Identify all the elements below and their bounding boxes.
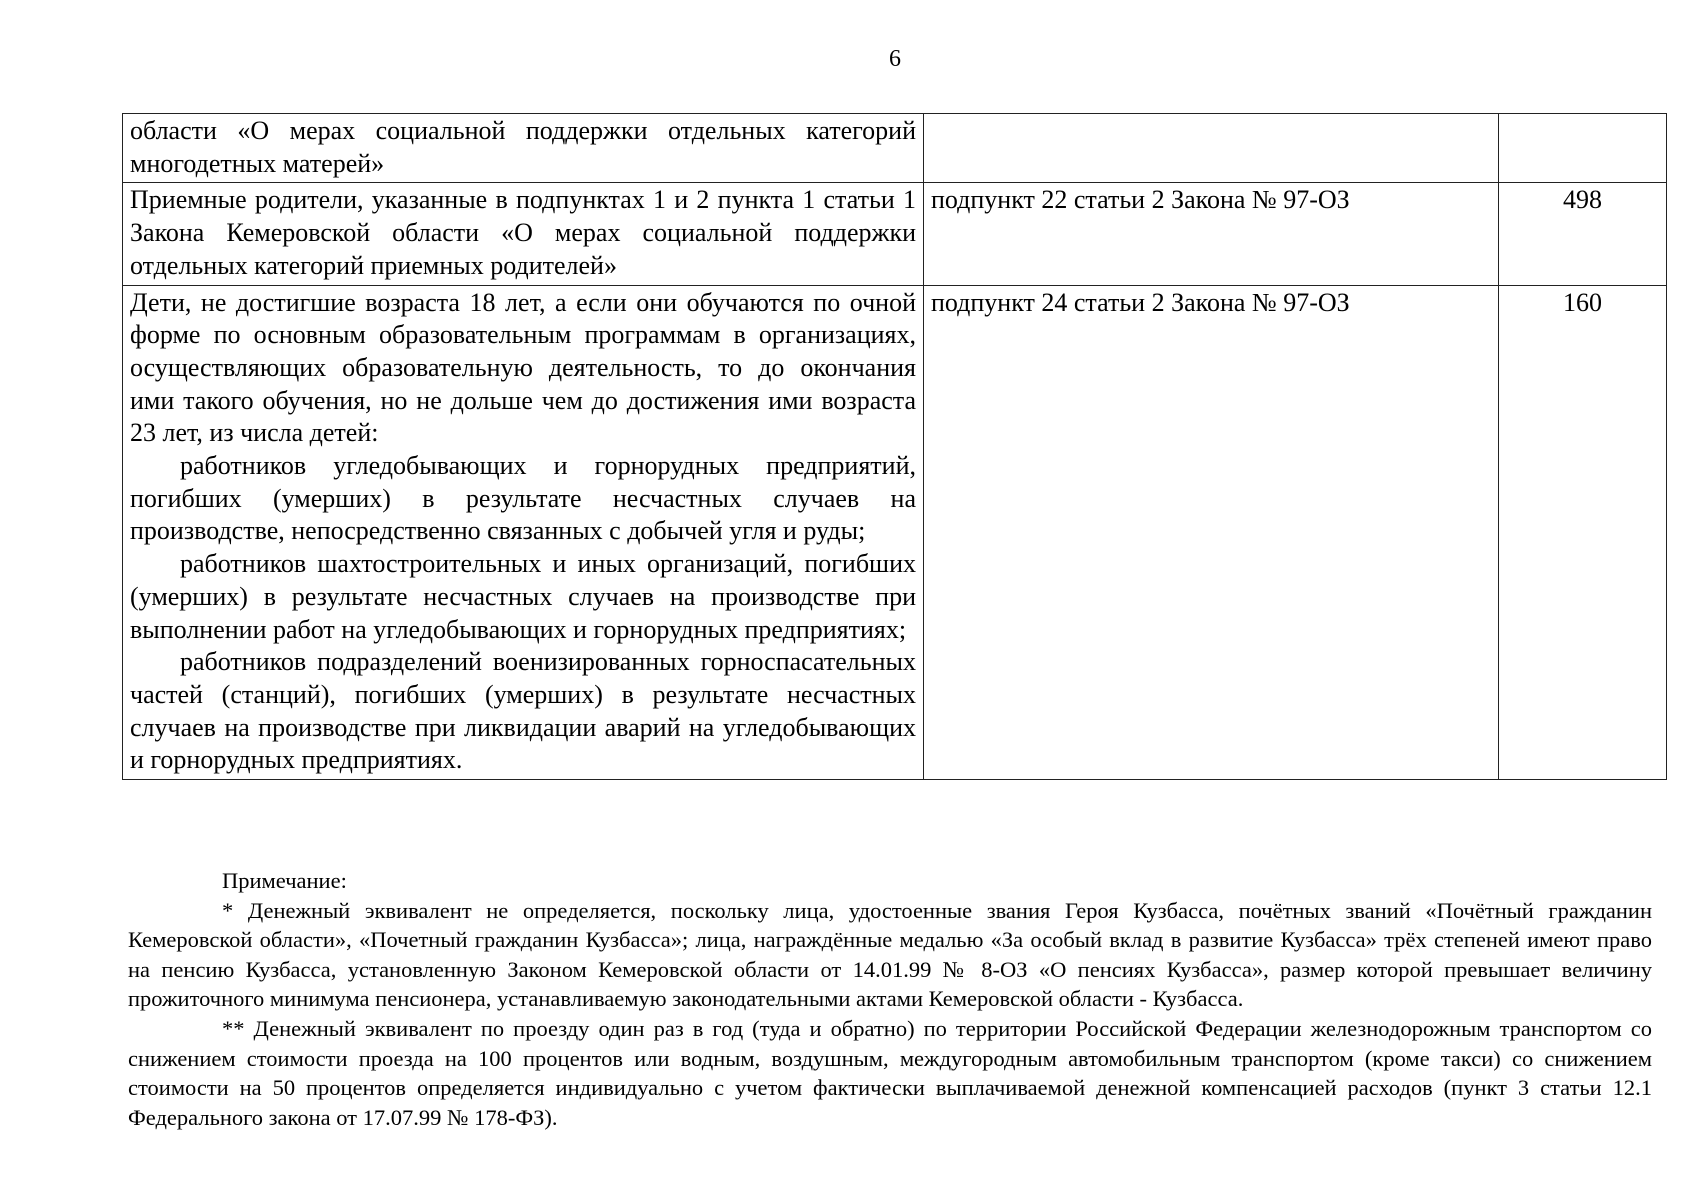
table-row bbox=[123, 183, 1667, 285]
amount-cell: 498 bbox=[1499, 183, 1667, 285]
page-number: 6 bbox=[889, 46, 901, 72]
notes-heading: Примечание: bbox=[222, 868, 347, 893]
category-cell bbox=[123, 285, 924, 780]
benefits-table bbox=[122, 113, 1667, 780]
table-row bbox=[123, 285, 1667, 780]
amount-cell: 160 bbox=[1499, 285, 1667, 780]
basis-cell: подпункт 24 статьи 2 Закона № 97-ОЗ bbox=[924, 285, 1499, 780]
category-text: Дети, не достигшие возраста 18 лет, а если они обучаются по очной форме по основным образовательным программам в организациях, осуществляющих образовательную деятельность, то до окончания ими такого обучения, но не дольше чем до достижения ими возраста 23 лет, из числа детей: bbox=[130, 287, 916, 448]
notes-section bbox=[128, 866, 1652, 1132]
note-1: * Денежный эквивалент не определяется, поскольку лица, удостоенные звания Героя Кузбасса, почётных званий «Почётный гражданин Кемеровской области», «Почетный гражданин Кузбасса»; лица, награждённые медалью «За особый вклад в развитие Кузбасса» трёх степеней имеют право на пенсию Кузбасса, установленную Законом Кемеровской области от 14.01.99 № 8-ОЗ «О пенсиях Кузбасса», размер которой превышает величину прожиточного минимума пенсионера, устанавливаемую законодательными актами Кемеровской области - Кузбасса. bbox=[128, 897, 1652, 1012]
note-2: ** Денежный эквивалент по проезду один раз в год (туда и обратно) по территории Российской Федерации железнодорожным транспортом со снижением стоимости проезда на 100 процентов или водным, воздушным, междугородным автомобильным транспортом (кроме такси) со снижением стоимости на 50 процентов определяется индивидуально с учетом фактически выплачиваемой денежной компенсацией расходов (пункт 3 статьи 12.1 Федерального закона от 17.07.99 № 178-ФЗ). bbox=[128, 1015, 1652, 1130]
category-subitem: работников угледобывающих и горнорудных предприятий, погибших (умерших) в результате несчастных случаев на производстве, непосредственно связанных с добычей угля и руды; bbox=[130, 451, 916, 546]
table-row bbox=[123, 114, 1667, 183]
category-text: Приемные родители, указанные в подпунктах 1 и 2 пункта 1 статьи 1 Закона Кемеровской области «О мерах социальной поддержки отдельных категорий приемных родителей» bbox=[130, 185, 916, 280]
basis-cell: подпункт 22 статьи 2 Закона № 97-ОЗ bbox=[924, 183, 1499, 285]
category-subitem: работников шахтостроительных и иных организаций, погибших (умерших) в результате несчастных случаев на производстве при выполнении работ на угледобывающих и горнорудных предприятиях; bbox=[130, 549, 916, 644]
category-cell bbox=[123, 114, 924, 183]
category-cell bbox=[123, 183, 924, 285]
category-text: области «О мерах социальной поддержки отдельных категорий многодетных матерей» bbox=[130, 116, 916, 178]
amount-cell bbox=[1499, 114, 1667, 183]
basis-cell bbox=[924, 114, 1499, 183]
category-subitem: работников подразделений военизированных горноспасательных частей (станций), погибших (умерших) в результате несчастных случаев на производстве при ликвидации аварий на угледобывающих и горнорудных предприятиях. bbox=[130, 647, 916, 775]
